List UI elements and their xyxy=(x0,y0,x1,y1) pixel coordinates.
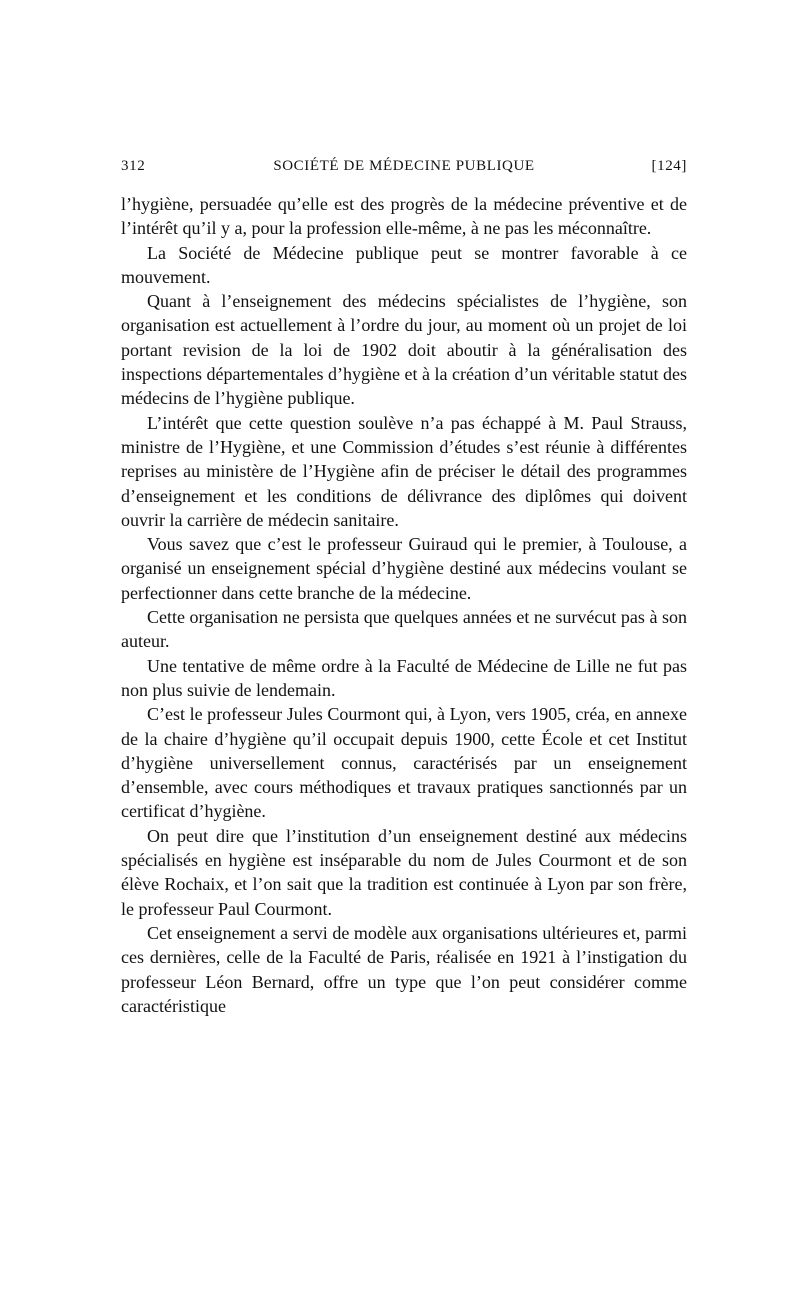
paragraph: Quant à l’enseignement des médecins spécialistes de l’hygiène, son organisation est actuellement à l’ordre du jour, au moment où un projet de loi portant revision de la loi de 1902 doit aboutir à la généralisation des inspections départementales d’hygiène et à la création d’un véritable statut des médecins de l’hygiène publique. xyxy=(121,291,687,409)
paragraph: La Société de Médecine publique peut se montrer favorable à ce mouvement. xyxy=(121,242,687,287)
paragraph: Cette organisation ne persista que quelques années et ne survécut pas à son auteur. xyxy=(121,607,687,652)
page-number: 312 xyxy=(121,158,146,174)
paragraph: On peut dire que l’institution d’un enseignement destiné aux médecins spécialisés en hygiène est inséparable du nom de Jules Courmont et de son élève Rochaix, et l’on sait que la tradition est continuée à Lyon par son frère, le professeur Paul Courmont. xyxy=(121,825,687,919)
paragraph: Vous savez que c’est le professeur Guiraud qui le premier, à Toulouse, a organisé un enseignement spécial d’hygiène destiné aux médecins voulant se perfectionner dans cette branche de la médecine. xyxy=(121,534,687,603)
running-title: SOCIÉTÉ DE MÉDECINE PUBLIQUE xyxy=(273,158,535,174)
paragraph: Une tentative de même ordre à la Faculté de Médecine de Lille ne fut pas non plus suivie de lendemain. xyxy=(121,655,687,700)
running-header xyxy=(121,158,687,182)
page-reference: [124] xyxy=(651,158,687,174)
paragraph: Cet enseignement a servi de modèle aux organisations ultérieures et, parmi ces dernières, celle de la Faculté de Paris, réalisée en 1921 à l’instigation du professeur Léon Bernard, offre un type que l’on peut considérer comme caractéristique xyxy=(121,922,687,1016)
paragraph: L’intérêt que cette question soulève n’a pas échappé à M. Paul Strauss, ministre de l’Hygiène, et une Commission d’études s’est réunie à différentes reprises au ministère de l’Hygiène afin de préciser le détail des programmes d’enseignement et les conditions de délivrance des diplômes qui doivent ouvrir la carrière de médecin sanitaire. xyxy=(121,412,687,530)
paragraph: l’hygiène, persuadée qu’elle est des progrès de la médecine préventive et de l’intérêt qu’il y a, pour la profession elle-même, à ne pas les méconnaître. xyxy=(121,194,687,239)
body-text xyxy=(121,192,687,1018)
paragraph: C’est le professeur Jules Courmont qui, à Lyon, vers 1905, créa, en annexe de la chaire d’hygiène qu’il occupait depuis 1900, cette École et cet Institut d’hygiène universellement connus, caractérisés par un enseignement d’ensemble, avec cours méthodiques et travaux pratiques sanctionnés par un certificat d’hygiène. xyxy=(121,704,687,822)
